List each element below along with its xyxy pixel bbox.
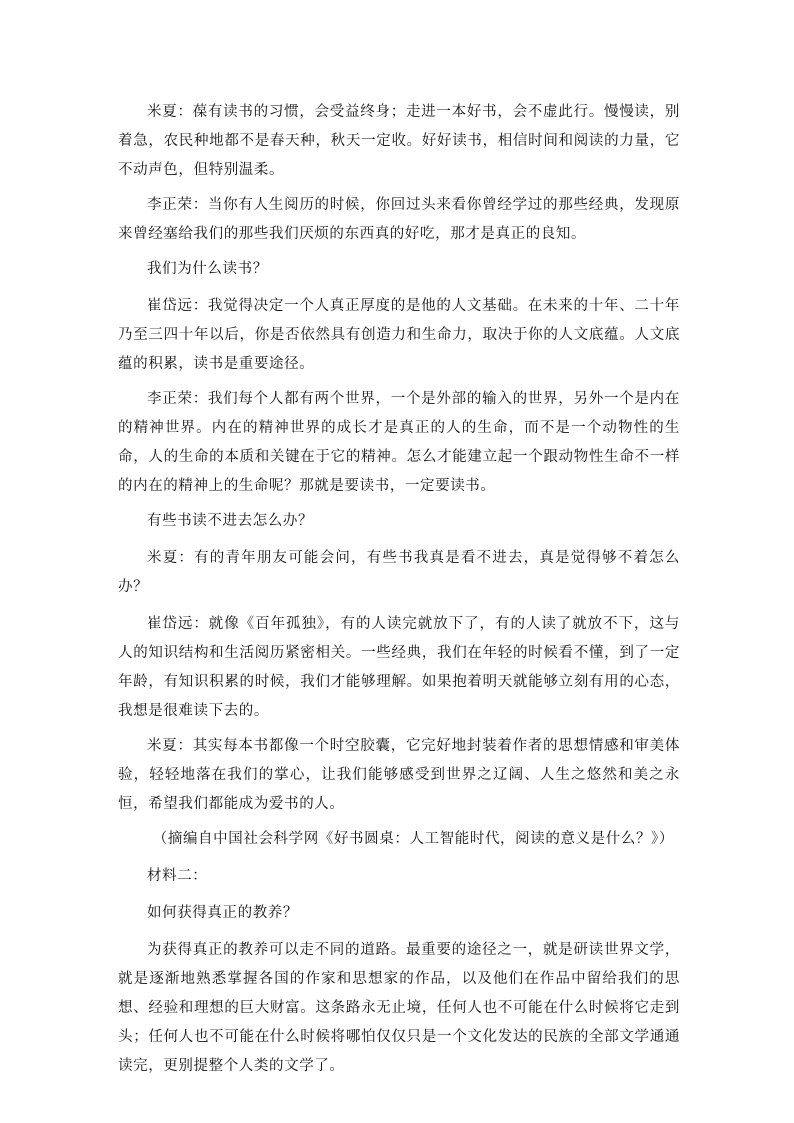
paragraph-mixia-habit: 米夏：葆有读书的习惯，会受益终身；走进一本好书，会不虚此行。慢慢读，别着急，农民种地都不是春天种，秋天一定收。好好读书，相信时间和阅读的力量，它不动声色，但特别温柔。 [118, 104, 680, 178]
paragraph-lizhengrong-classics: 李正荣：当你有人生阅历的时候，你回过头来看你曾经学过的那些经典，发现原来曾经塞给我们的那些我们厌烦的东西真的好吃，那才是真正的良知。 [118, 197, 680, 242]
paragraph-lizhengrong-two-worlds: 李正荣：我们每个人都有两个世界，一个是外部的输入的世界，另外一个是内在的精神世界。内在的精神世界的成长才是真正的人的生命，而不是一个动物性的生命，人的生命的本质和关键在于它的精神。怎么才能建立起一个跟动物性生命不一样的内在的精神上的生命呢？那就是要读书，一定要读书。 [118, 391, 680, 494]
paragraph-true-education: 为获得真正的教养可以走不同的道路。最重要的途径之一，就是研读世界文学，就是逐渐地熟悉掌握各国的作家和思想家的作品，以及他们在作品中留给我们的思想、经验和理想的巨大财富。这条路永无止境，任何人也不可能在什么时候将它走到头；任何人也不可能在什么时候将哪怕仅仅只是一个文化发达的民族的全部文学通通读完，更别提整个人类的文学了。 [118, 942, 680, 1074]
material-label: 材料二： [147, 868, 208, 884]
paragraph-cuidaiyuan-solitude: 崔岱远：就像《百年孤独》，有的人读完就放下了，有的人读了就放不下，这与人的知识结构和生活阅历紧密相关。一些经典，我们在年轻的时候看不懂，到了一定年龄，有知识积累的时候，我们才能够理解。如果抱着明天就能够立刻有用的心态，我想是很难读下去的。 [118, 616, 680, 719]
paragraph-mixia-question: 米夏：有的青年朋友可能会问，有些书我真是看不进去，真是觉得够不着怎么办？ [118, 550, 680, 595]
paragraph-cuidaiyuan-humanities: 崔岱远：我觉得决定一个人真正厚度的是他的人文基础。在未来的十年、二十年乃至三四十年以后，你是否依然具有创造力和生命力，取决于你的人文底蕴。人文底蕴的积累，读书是重要途径。 [118, 298, 680, 372]
question-why-read: 我们为什么读书？ [147, 261, 268, 277]
document-body [118, 98, 680, 1087]
material-question: 如何获得真正的教养？ [147, 905, 298, 921]
question-cannot-read: 有些书读不进去怎么办？ [147, 513, 314, 529]
paragraph-mixia-time-capsule: 米夏：其实每本书都像一个时空胶囊，它完好地封装着作者的思想情感和审美体验，轻轻地落在我们的掌心，让我们能够感受到世界之辽阔、人生之悠然和美之永恒，希望我们都能成为爱书的人。 [118, 738, 680, 812]
source-citation: （摘编自中国社会科学网《好书圆桌：人工智能时代，阅读的意义是什么？》） [152, 831, 674, 847]
